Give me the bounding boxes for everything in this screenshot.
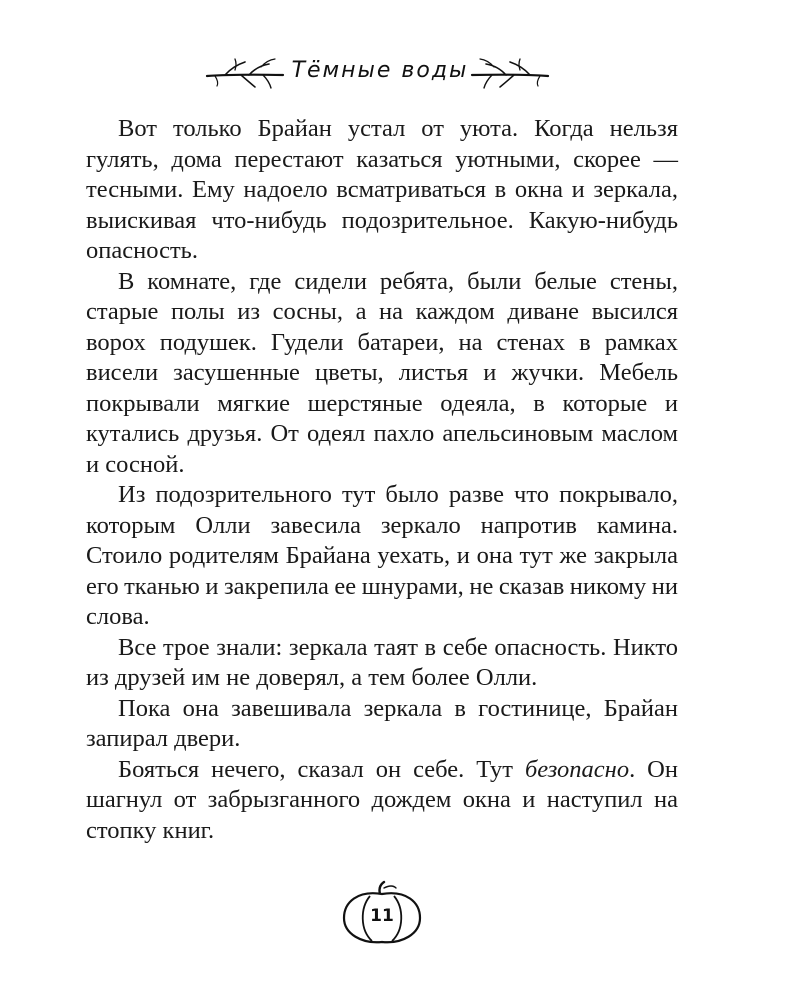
paragraph: Вот только Брайан устал от уюта. Когда нельзя гулять, дома перестают казаться уютными, скорее — тесными. Ему надоело всматриваться в окна и зеркала, выискивая что-нибудь подозрительное. Какую-нибудь опасность. — [86, 115, 678, 264]
paragraph: Из подозрительного тут было разве что покрывало, которым Олли завесила зеркало напротив камина. Стоило родителям Брайана уехать, и она тут же закрыла его тканью и закрепила ее шнурами, не сказав никому ни слова. — [86, 481, 678, 630]
running-title: Тёмные воды — [291, 58, 469, 83]
paragraph: Пока она завешивала зеркала в гостинице, Брайан запирал двери. — [86, 694, 678, 752]
branch-ornament-right-icon — [470, 56, 550, 90]
paragraph: Все трое знали: зеркала таят в себе опасность. Никто из друзей им не доверял, а тем более Олли. — [86, 633, 678, 691]
running-header — [0, 52, 800, 100]
page-number-ornament — [340, 880, 424, 946]
branch-ornament-left-icon — [205, 56, 285, 90]
paragraph: В комнате, где сидели ребята, были белые стены, старые полы из сосны, а на каждом диване высился ворох подушек. Гудели батареи, на стенах в рамках висели засушенные цветы, листья и жучки. Мебель покрывали мягкие шерстяные одеяла, в которые и кутались друзья. От одеял пахло апельсиновым маслом и сосной. — [86, 267, 678, 478]
paragraph: Бояться нечего, сказал он себе. Тут безопасно. Он шагнул от забрызганного дождем окна и наступил на стопку книг. — [86, 755, 678, 844]
page-number: 11 — [370, 906, 394, 926]
body-text — [86, 114, 678, 846]
emphasis: безопасно — [524, 755, 630, 783]
